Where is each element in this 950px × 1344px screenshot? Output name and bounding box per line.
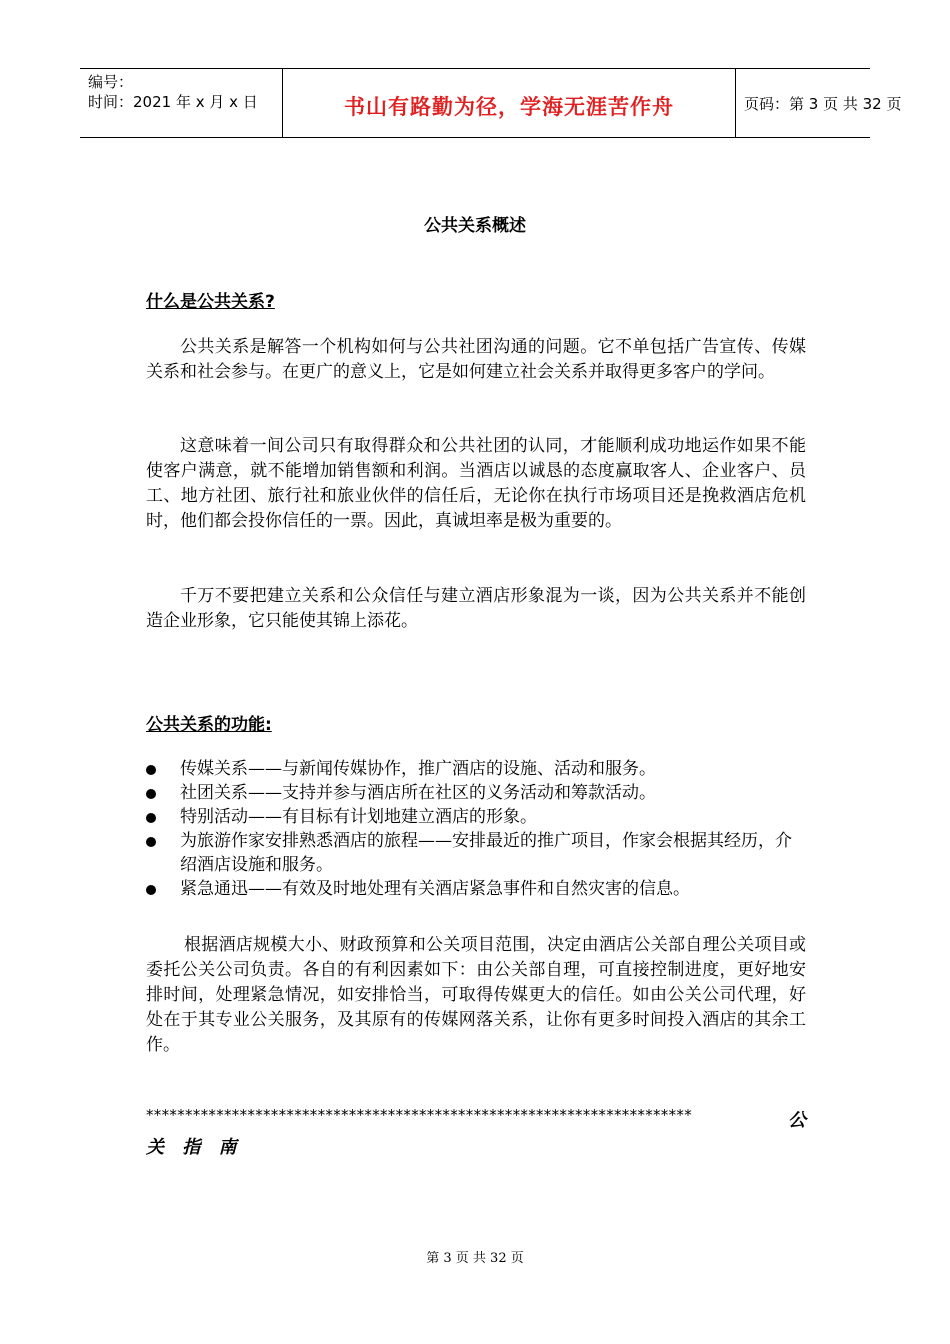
guide-title-rest: 关 指 南 — [146, 1137, 243, 1158]
list-item-text: 紧急通迅——有效及时地处理有关酒店紧急事件和自然灾害的信息。 — [180, 879, 690, 899]
paragraph-1: 公共关系是解答一个机构如何与公共社团沟通的问题。它不单包括广告宣传、传媒关系和社会参与。在更广的意义上，它是如何建立社会关系并取得更多客户的学问。 — [146, 337, 806, 382]
list-item-text: 传媒关系——与新闻传媒协作，推广酒店的设施、活动和服务。 — [180, 759, 656, 779]
paragraph-4: 根据酒店规模大小、财政预算和公关项目范围，决定由酒店公关部自理公关项目或委托公关公司负责。各自的有利因素如下：由公关部自理，可直接控制进度，更好地安排时间，处理紧急情况，如安排恰当，可取得传媒更大的信任。如由公关公司代理，好处在于其专业公关服务，及其原有的传媒网落关系，让你有更多时间投入酒店的其余工作。 — [146, 935, 806, 1055]
paragraph-3: 千万不要把建立关系和公众信任与建立酒店形象混为一谈，因为公共关系并不能创造企业形象，它只能使其锦上添花。 — [146, 586, 806, 631]
list-item — [146, 829, 806, 877]
page-info: 页码：第 3 页 共 32 页 — [744, 95, 902, 113]
list-item-text: 为旅游作家安排熟悉酒店的旅程——安排最近的推广项目，作家会根据其经历，介绍酒店设施和服务。 — [180, 831, 792, 875]
header-middle-cell — [283, 69, 736, 137]
paragraph-2: 这意味着一间公司只有取得群众和公共社团的认同，才能顺利成功地运作如果不能使客户满意，就不能增加销售额和利润。当酒店以诚恳的态度赢取客人、企业客户、员工、地方社团、旅行社和旅业伙伴的信任后，无论你在执行市场项目还是挽救酒店危机时，他们都会投你信任的一票。因此，真诚坦率是极为重要的。 — [146, 436, 806, 531]
page-footer: 第 3 页 共 32 页 — [426, 1251, 524, 1266]
header-table — [80, 68, 902, 138]
list-item — [146, 805, 806, 829]
time-label: 时间：2021 年 x 月 x 日 — [88, 93, 258, 111]
motto: 书山有路勤为径，学海无涯苦作舟 — [344, 95, 674, 119]
page-title: 公共关系概述 — [424, 216, 526, 236]
functions-list — [146, 757, 806, 901]
header-right-cell — [736, 69, 902, 137]
list-item — [146, 781, 806, 805]
bullet-icon — [146, 837, 156, 847]
list-item — [146, 877, 806, 901]
list-item-text: 特别活动——有目标有计划地建立酒店的形象。 — [180, 807, 537, 827]
section-heading-what-is-pr: 什么是公共关系? — [146, 292, 275, 312]
bullet-icon — [146, 765, 156, 775]
list-item-text: 社团关系——支持并参与酒店所在社区的义务活动和筹款活动。 — [180, 783, 656, 803]
number-label: 编号： — [88, 73, 134, 91]
section-heading-pr-functions: 公共关系的功能: — [146, 715, 272, 735]
star-separator: ********************************************************************** — [146, 1106, 692, 1124]
guide-title-first-char: 公 — [788, 1110, 806, 1131]
bullet-icon — [146, 789, 156, 799]
header-left-cell — [80, 69, 283, 137]
bullet-icon — [146, 885, 156, 895]
bullet-icon — [146, 813, 156, 823]
list-item — [146, 757, 806, 781]
